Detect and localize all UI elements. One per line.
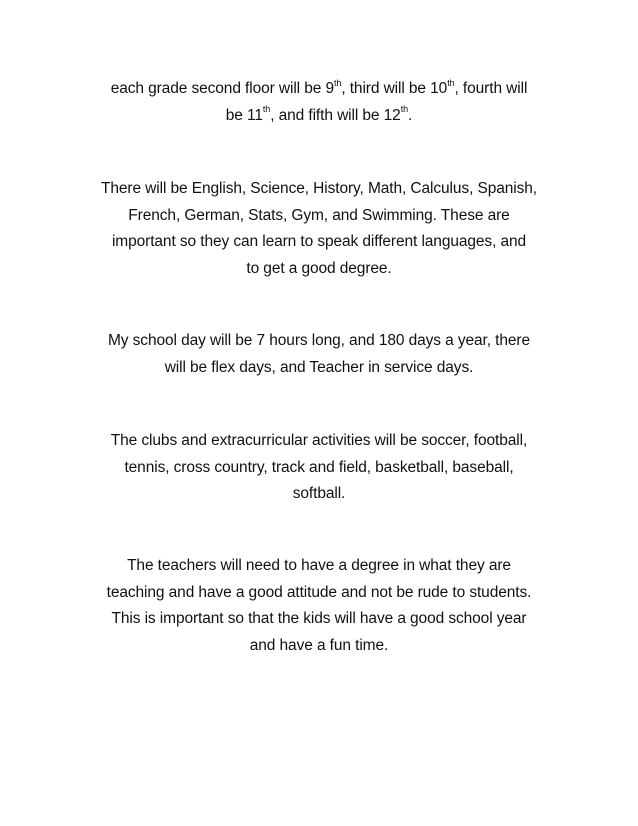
text-line [60, 481, 578, 508]
text-run: to get a good degree. [246, 259, 392, 277]
paragraph-subjects [60, 176, 578, 282]
text-run: French, German, Stats, Gym, and Swimming. These are [128, 206, 510, 224]
text-run: be 11 [225, 106, 263, 124]
text-run: important so they can learn to speak different languages, and [111, 233, 527, 250]
text-line [60, 428, 578, 455]
superscript-text: th [447, 77, 455, 88]
text-line [60, 328, 578, 355]
text-run: My school day will be 7 hours long, and 180 days a year, there [107, 332, 531, 349]
text-line [60, 76, 578, 103]
text-run: The teachers will need to have a degree in what they are [127, 557, 511, 574]
text-line [60, 553, 578, 580]
text-run: tennis, cross country, track and field, basketball, baseball, [124, 458, 514, 476]
text-run: The clubs and extracurricular activities will be soccer, football, [110, 432, 528, 449]
superscript-text: th [262, 104, 271, 115]
text-line [60, 580, 578, 607]
text-run: This is important so that the kids will have a good school year [111, 610, 527, 627]
text-line [60, 455, 578, 482]
text-line [60, 229, 578, 256]
text-run: each grade second floor will be 9 [110, 80, 334, 97]
text-line [60, 606, 578, 633]
paragraph-clubs [60, 428, 578, 508]
text-run: and have a fun time. [249, 636, 389, 654]
paragraph-school-day [60, 328, 578, 381]
text-run: There will be English, Science, History, Math, Calculus, Spanish, [100, 180, 537, 197]
text-line [60, 633, 578, 660]
text-line [60, 203, 578, 230]
text-line [60, 176, 578, 203]
text-run: will be flex days, and Teacher in service days. [164, 358, 474, 376]
paragraph-teachers [60, 553, 578, 659]
text-run: , and fifth will be 12 [270, 106, 401, 124]
text-line [60, 103, 578, 130]
superscript-text: th [400, 104, 409, 115]
paragraph-grade-floors [60, 76, 578, 129]
text-run: , third will be 10 [341, 80, 448, 97]
text-run: , fourth will [454, 80, 528, 97]
superscript-text: th [334, 77, 342, 88]
text-line [60, 355, 578, 382]
text-run: . [408, 106, 413, 124]
text-run: softball. [292, 485, 346, 502]
text-line [60, 256, 578, 283]
text-run: teaching and have a good attitude and not be rude to students. [106, 583, 532, 601]
